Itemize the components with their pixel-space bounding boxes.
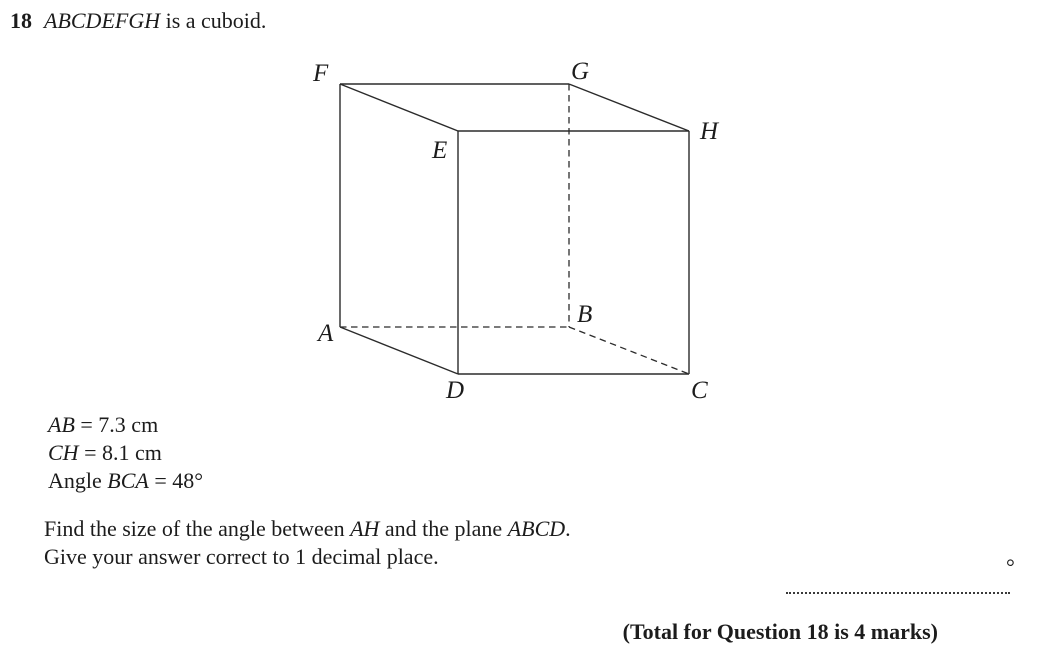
- given-ch: [48, 439, 203, 467]
- answer-dotted-line: [786, 580, 1010, 594]
- shape-name: ABCDEFGH: [44, 8, 161, 33]
- cuboid-vertex-labels: [312, 58, 720, 404]
- given-values: [48, 411, 203, 495]
- prompt-precision-line: Give your answer correct to 1 decimal place.: [44, 544, 439, 569]
- prompt-find-part3: .: [565, 516, 571, 541]
- edge-gh: [569, 84, 689, 131]
- given-ch-value: = 8.1 cm: [78, 440, 162, 465]
- given-ab: [48, 411, 203, 439]
- answer-degree-symbol: °: [1006, 554, 1015, 579]
- total-marks-label: (Total for Question 18 is 4 marks): [622, 619, 938, 644]
- question-header: [10, 8, 266, 34]
- edge-fe: [340, 84, 458, 131]
- question-number: 18: [10, 8, 32, 33]
- vertex-label-b: B: [577, 301, 593, 328]
- given-angle-prefix: Angle: [48, 468, 108, 493]
- prompt-find-part1: Find the size of the angle between: [44, 516, 351, 541]
- given-angle-bca: [48, 467, 203, 495]
- prompt-find-part2: and the plane: [379, 516, 508, 541]
- prompt-find-math1: AH: [350, 516, 380, 541]
- given-angle-value: = 48°: [148, 468, 204, 493]
- question-prompt: [44, 515, 571, 571]
- given-angle-var: BCA: [107, 468, 149, 493]
- cuboid-hidden-edges: [340, 84, 689, 374]
- vertex-label-g: G: [571, 58, 590, 85]
- edge-ad: [340, 327, 458, 374]
- given-ab-value: = 7.3 cm: [74, 412, 159, 437]
- cuboid-solid-edges: [340, 84, 689, 374]
- prompt-find-line: [44, 515, 571, 543]
- vertex-label-e: E: [432, 137, 448, 164]
- vertex-label-d: D: [446, 377, 465, 404]
- given-ch-var: CH: [48, 440, 79, 465]
- cuboid-diagram: [290, 55, 740, 410]
- edge-bc-dashed: [569, 327, 689, 374]
- prompt-find-math2: ABCD: [507, 516, 566, 541]
- question-intro-text: is a cuboid.: [160, 8, 267, 33]
- vertex-label-h: H: [700, 118, 719, 145]
- vertex-label-f: F: [313, 60, 329, 87]
- vertex-label-a: A: [318, 320, 334, 347]
- given-ab-var: AB: [48, 412, 75, 437]
- vertex-label-c: C: [691, 377, 708, 404]
